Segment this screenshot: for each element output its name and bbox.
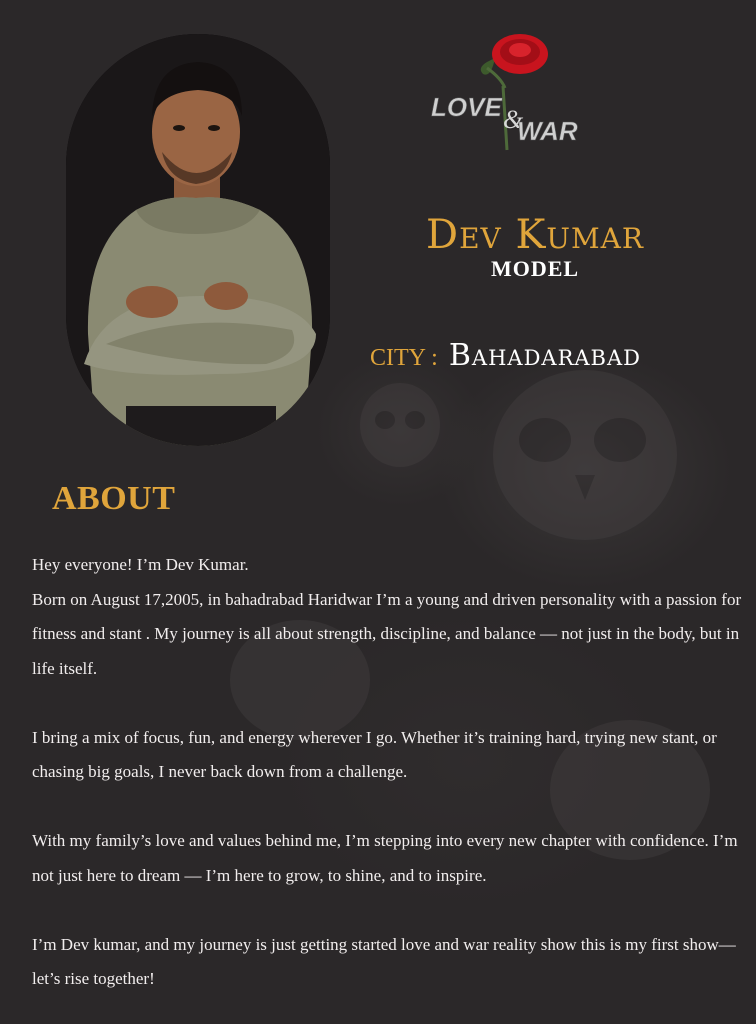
logo-amp-text: & bbox=[503, 105, 524, 134]
about-paragraph-family: With my family’s love and values behind me, I’m stepping into every new chapter with confidence. I’m not just here to dream — I’m here to grow, to shine, and to inspire. bbox=[32, 831, 738, 885]
city-value: Bahadarabad bbox=[448, 338, 641, 373]
about-paragraph-intro: Hey everyone! I’m Dev Kumar. bbox=[32, 555, 249, 574]
logo-love-text: LOVE bbox=[431, 92, 502, 122]
portrait-illustration bbox=[66, 34, 330, 446]
city-line bbox=[370, 338, 710, 373]
love-and-war-logo bbox=[425, 28, 590, 158]
about-paragraph-energy: I bring a mix of focus, fun, and energy wherever I go. Whether it’s training hard, trying new stant, or chasing big goals, I never back down from a challenge. bbox=[32, 727, 717, 781]
logo-war-text: WAR bbox=[517, 116, 578, 146]
profile-photo bbox=[66, 34, 330, 446]
person-name: Dev Kumar bbox=[426, 212, 644, 258]
person-role: MODEL bbox=[490, 256, 580, 281]
about-paragraph-show: I’m Dev kumar, and my journey is just getting started love and war reality show this is my first show— let’s rise together! bbox=[32, 934, 736, 988]
about-text bbox=[32, 548, 744, 997]
city-label: CITY : bbox=[370, 345, 438, 371]
about-heading: ABOUT bbox=[52, 480, 176, 517]
about-paragraph-birth: Born on August 17,2005, in bahadrabad Haridwar I’m a young and driven personality with a passion for fitness and stant . My journey is all about strength, discipline, and balance — not just in the body, but in life itself. bbox=[32, 589, 742, 678]
